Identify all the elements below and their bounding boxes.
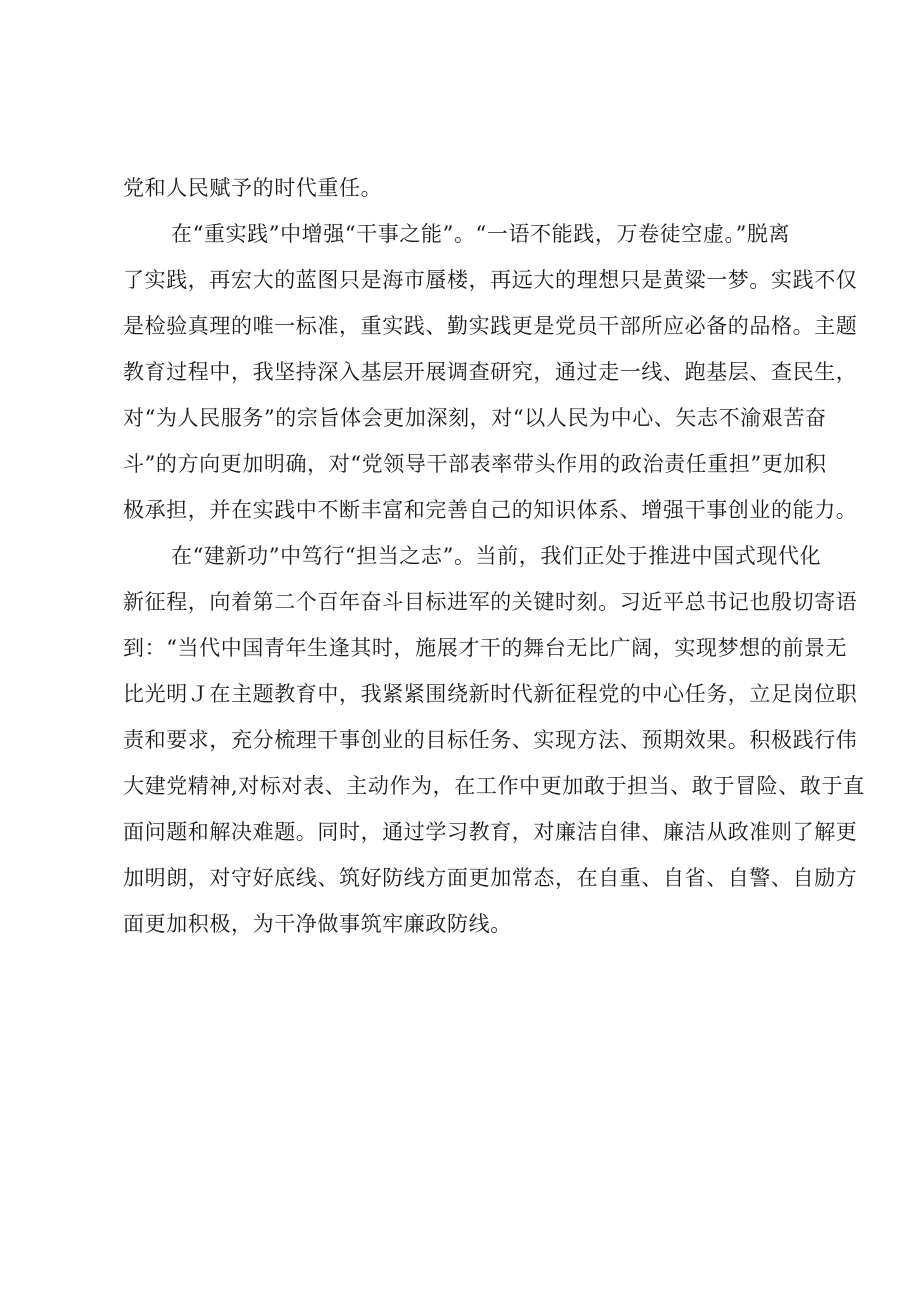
text-line: 新征程，向着第二个百年奋斗目标进军的关键时刻。习近平总书记也殷切寄语 [123, 590, 858, 614]
text-line: 极承担，并在实践中不断丰富和完善自己的知识体系、增强干事创业的能力。 [123, 498, 858, 522]
paragraph-new-achievements [123, 533, 865, 947]
text-line: 大建党精神,对标对表、主动作为，在工作中更加敢于担当、敢于冒险、敢于直 [123, 774, 865, 798]
document-body [123, 165, 865, 947]
text-line: 面更加积极，为干净做事筑牢廉政防线。 [123, 912, 512, 936]
text-line: 责和要求，充分梳理干事创业的目标任务、实现方法、预期效果。积极践行伟 [123, 728, 858, 752]
text-line: 在“重实践”中增强“干事之能”。“一语不能践，万卷徒空虚。”脱离 [171, 222, 791, 246]
text-line: 了实践，再宏大的蓝图只是海市蜃楼，再远大的理想只是黄粱一梦。实践不仅 [123, 268, 858, 292]
text-line: 面问题和解决难题。同时，通过学习教育，对廉洁自律、廉洁从政准则了解更 [123, 820, 858, 844]
text-line: 到：“当代中国青年生逢其时，施展才干的舞台无比广阔，实现梦想的前景无 [123, 636, 848, 660]
text-line: 比光明Ｊ在主题教育中，我紧紧围绕新时代新征程党的中心任务，立足岗位职 [123, 682, 858, 706]
paragraph-continuation [123, 165, 803, 211]
text-line: 加明朗，对守好底线、筑好防线方面更加常态，在自重、自省、自警、自励方 [123, 866, 858, 890]
text-line: 是检验真理的唯一标准，重实践、勤实践更是党员干部所应必备的品格。主题 [123, 314, 858, 338]
text-line: 党和人民赋予的时代重任。 [123, 176, 383, 200]
paragraph-practice [123, 211, 858, 533]
text-line: 教育过程中，我坚持深入基层开展调查研究，通过走一线、跑基层、查民生， [123, 360, 858, 384]
text-line: 在“建新功”中笃行“担当之志”。当前，我们正处于推进中国式现代化 [171, 544, 822, 568]
text-line: 斗”的方向更加明确，对“党领导干部表率带头作用的政治责任重担”更加积 [123, 452, 827, 476]
text-line: 对“为人民服务”的宗旨体会更加深刻，对“以人民为中心、矢志不渝艰苦奋 [123, 406, 827, 430]
